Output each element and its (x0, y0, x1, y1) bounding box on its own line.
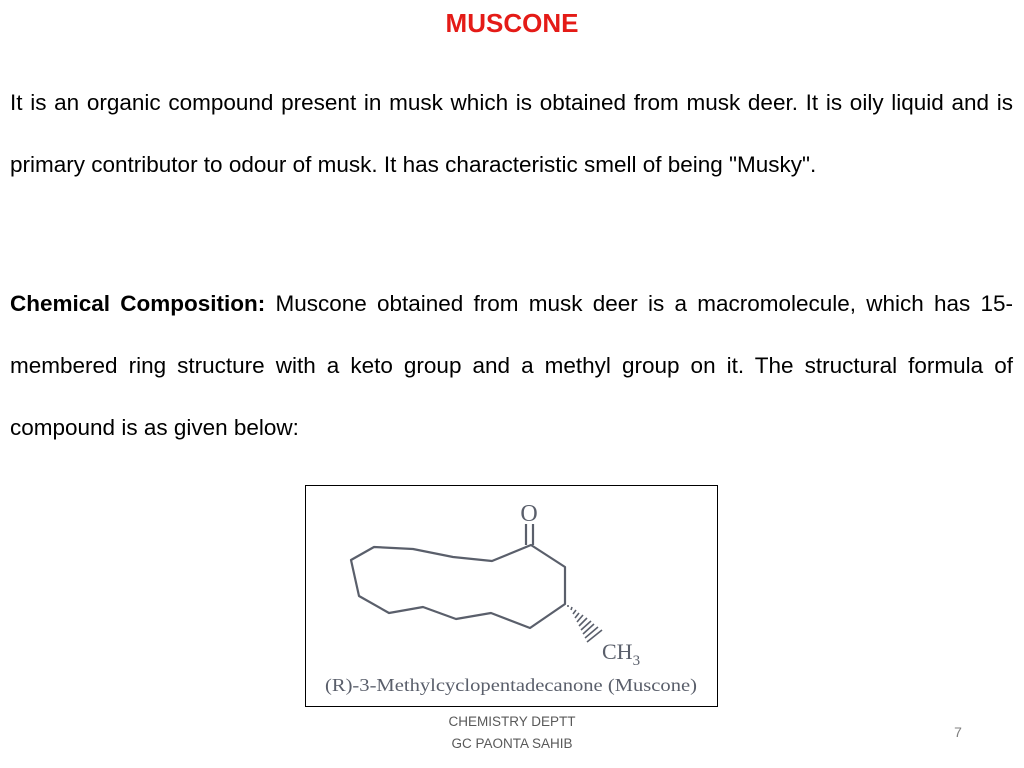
page-number: 7 (954, 724, 962, 740)
composition-text: Muscone obtained from musk deer is a macromolecule, which has 15-membered ring structure with a keto group and a methyl group on it. The structural formula of compound is as given below: (10, 291, 1013, 440)
structure-figure (305, 485, 718, 707)
muscone-structure-diagram (306, 486, 716, 705)
oxygen-label: O (520, 501, 538, 527)
footer-college: GC PAONTA SAHIB (451, 736, 573, 751)
composition-paragraph (10, 273, 1013, 459)
fifteen-membered-ring (351, 545, 565, 628)
compound-caption: (R)-3-Methylcyclopentadecanone (Muscone) (325, 675, 698, 695)
slide-footer (420, 711, 604, 755)
hashed-wedge-bond (568, 605, 602, 642)
methyl-ch: CH (602, 639, 633, 664)
methyl-label (602, 639, 640, 669)
footer-department: CHEMISTRY DEPTT (448, 714, 576, 729)
slide-title: MUSCONE (445, 8, 579, 38)
composition-heading: Chemical Composition: (10, 291, 266, 316)
methyl-subscript: 3 (632, 653, 641, 669)
intro-paragraph: It is an organic compound present in musk which is obtained from musk deer. It is oily liquid and is primary contributor to odour of musk. It has characteristic smell of being "Musky". (10, 90, 1013, 177)
